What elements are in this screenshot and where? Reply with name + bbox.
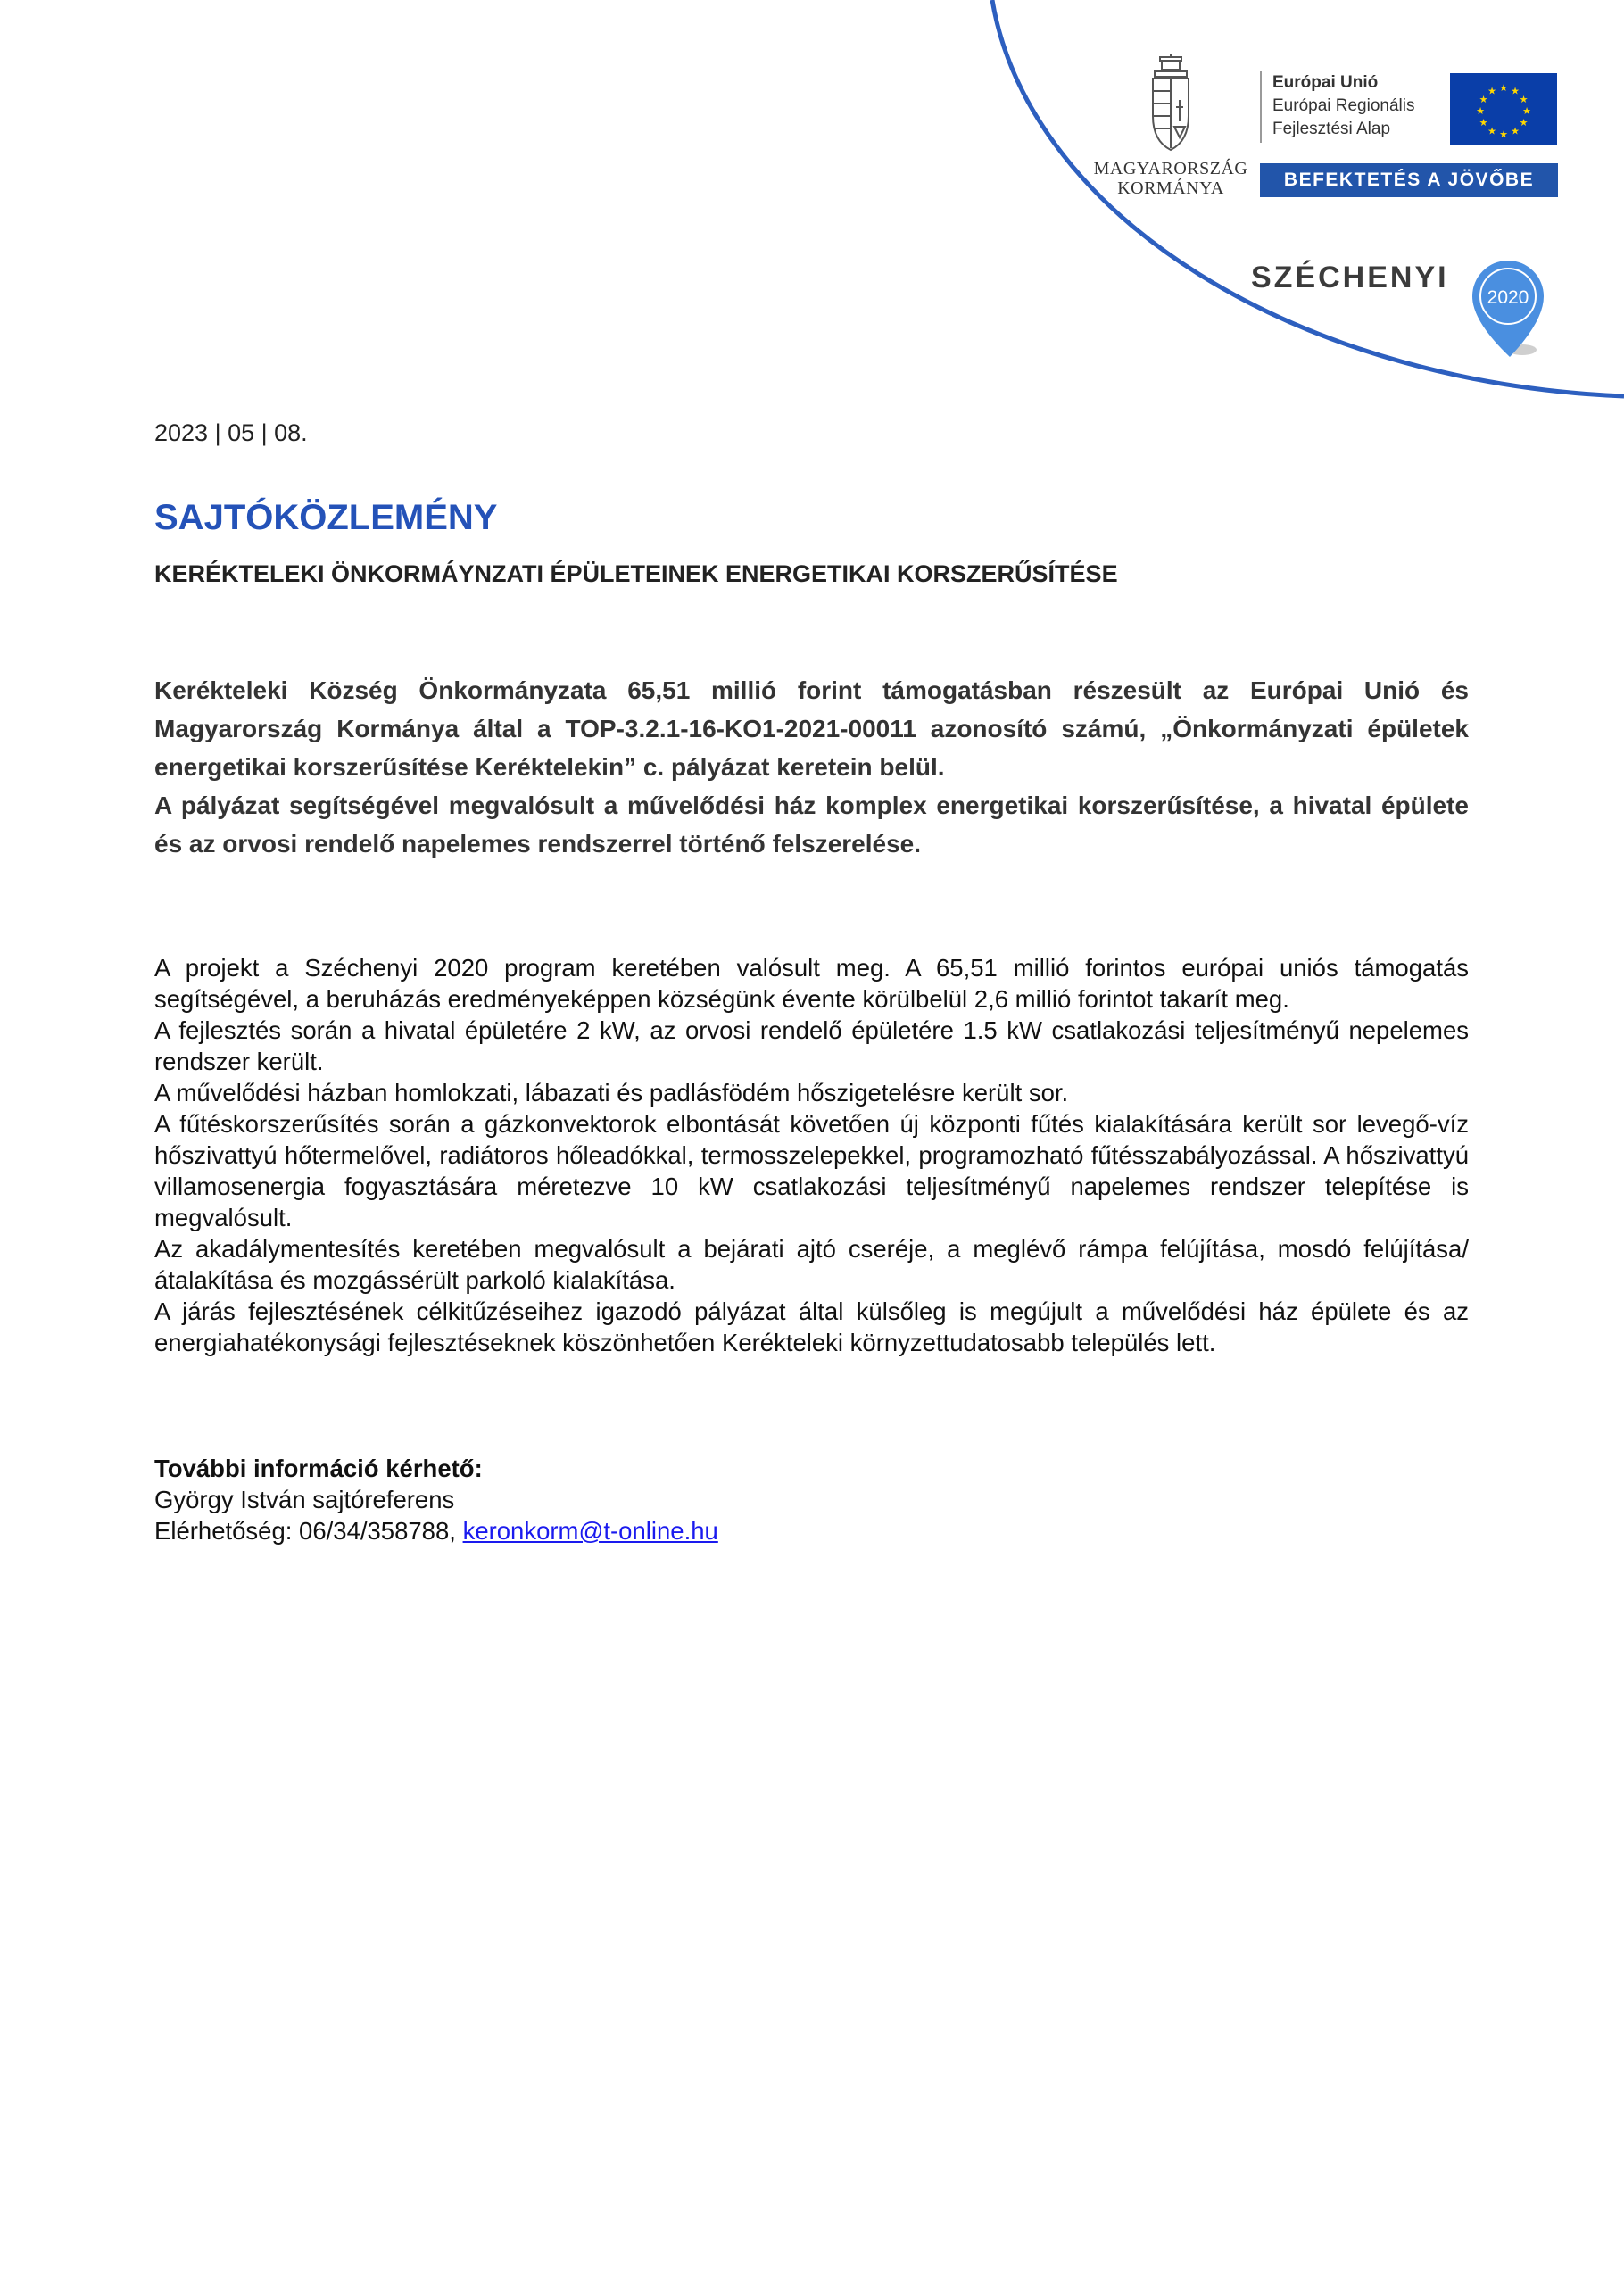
szechenyi-year: 2020 [1487, 287, 1529, 308]
eu-line3: Fejlesztési Alap [1272, 120, 1391, 138]
document-title: SAJTÓKÖZLEMÉNY [154, 498, 498, 537]
svg-text:★: ★ [1476, 105, 1485, 117]
szechenyi-label: SZÉCHENYI [1251, 261, 1449, 294]
contact-heading: További információ kérhető: [154, 1455, 483, 1482]
government-logo [1090, 54, 1251, 198]
contact-line [154, 1515, 718, 1546]
eu-text [1260, 71, 1415, 143]
body-section [154, 952, 1469, 1358]
svg-text:★: ★ [1499, 128, 1508, 140]
contact-person: György István sajtóreferens [154, 1486, 455, 1513]
eu-line1: Európai Unió [1272, 73, 1379, 92]
svg-text:★: ★ [1519, 94, 1529, 105]
location-pin-icon [1463, 257, 1553, 364]
gov-logo-line1: MAGYARORSZÁG [1093, 159, 1248, 178]
contact-phone: Elérhetőség: 06/34/358788, [154, 1517, 463, 1545]
svg-text:★: ★ [1511, 125, 1520, 137]
body-paragraph: A projekt a Széchenyi 2020 program keretében valósult meg. A 65,51 millió forintos európai uniós támogatás segítségével, a beruházás eredményeképpen községünk évente körülbelül 2,6 millió forintot takarít meg. [154, 954, 1469, 1013]
invest-banner: BEFEKTETÉS A JÖVŐBE [1260, 163, 1558, 197]
svg-text:★: ★ [1499, 82, 1508, 94]
lead-paragraph: A pályázat segítségével megvalósult a művelődési ház komplex energetikai korszerűsítése, a hivatal épülete és az orvosi rendelő napelemes rendszerrel történő felszerelése. [154, 792, 1469, 858]
header-arc [0, 0, 1624, 464]
body-paragraph: A fejlesztés során a hivatal épületére 2 kW, az orvosi rendelő épületére 1.5 kW csatlakozási teljesítményű nepelemes rendszer került. [154, 1016, 1469, 1075]
svg-text:★: ★ [1511, 85, 1520, 97]
contact-email-link[interactable]: keronkorm@t-online.hu [462, 1517, 718, 1545]
svg-text:★: ★ [1487, 125, 1496, 137]
body-paragraph: A járás fejlesztésének célkitűzéseihez igazodó pályázat által külsőleg is megújult a művelődési ház épülete és az energiahatékonysági fejlesztéseknek köszönhetően Kerékteleki környzettudatosabb település lett. [154, 1297, 1469, 1356]
document-subtitle: KERÉKTELEKI ÖNKORMÁYNZATI ÉPÜLETEINEK ENERGETIKAI KORSZERŰSÍTÉSE [154, 560, 1118, 587]
gov-logo-line2: KORMÁNYA [1117, 178, 1224, 198]
body-paragraph: Az akadálymentesítés keretében megvalósult a bejárati ajtó cseréje, a meglévő rámpa felújítása, mosdó felújítása/átalakítása és mozgássérült parkoló kialakítása. [154, 1235, 1469, 1294]
lead-section [154, 671, 1469, 863]
svg-text:★: ★ [1487, 85, 1496, 97]
eu-line2: Európai Regionális [1272, 96, 1415, 115]
svg-text:★: ★ [1479, 94, 1488, 105]
body-paragraph: A művelődési házban homlokzati, lábazati és padlásfödém hőszigetelésre került sor. [154, 1079, 1069, 1107]
document-date: 2023 | 05 | 08. [154, 419, 308, 446]
coat-of-arms-icon [1142, 54, 1199, 153]
svg-text:★: ★ [1479, 117, 1488, 128]
svg-text:★: ★ [1522, 105, 1531, 117]
body-paragraph: A fűtéskorszerűsítés során a gázkonvektorok elbontását követően új központi fűtés kialakítására került sor levegő-víz hőszivattyú hőtermelővel, radiátoros hőleadókkal, termosszelepekkel, programozható fűtésszabályozással. A hőszivattyú villamosenergia fogyasztására méretezve 10 kW csatlakozási teljesítményű napelemes rendszer telepítése is megvalósult. [154, 1110, 1469, 1231]
eu-flag-icon [1450, 73, 1557, 145]
svg-text:★: ★ [1519, 117, 1529, 128]
contact-section [154, 1453, 718, 1546]
lead-paragraph: Kerékteleki Község Önkormányzata 65,51 millió forint támogatásban részesült az Európai Unió és Magyarország Kormánya által a TOP-3.2.1-16-KO1-2021-00011 azonosító számú, „Önkormányzati épületek energetikai korszerűsítése Keréktelekin” c. pályázat keretein belül. [154, 676, 1469, 781]
